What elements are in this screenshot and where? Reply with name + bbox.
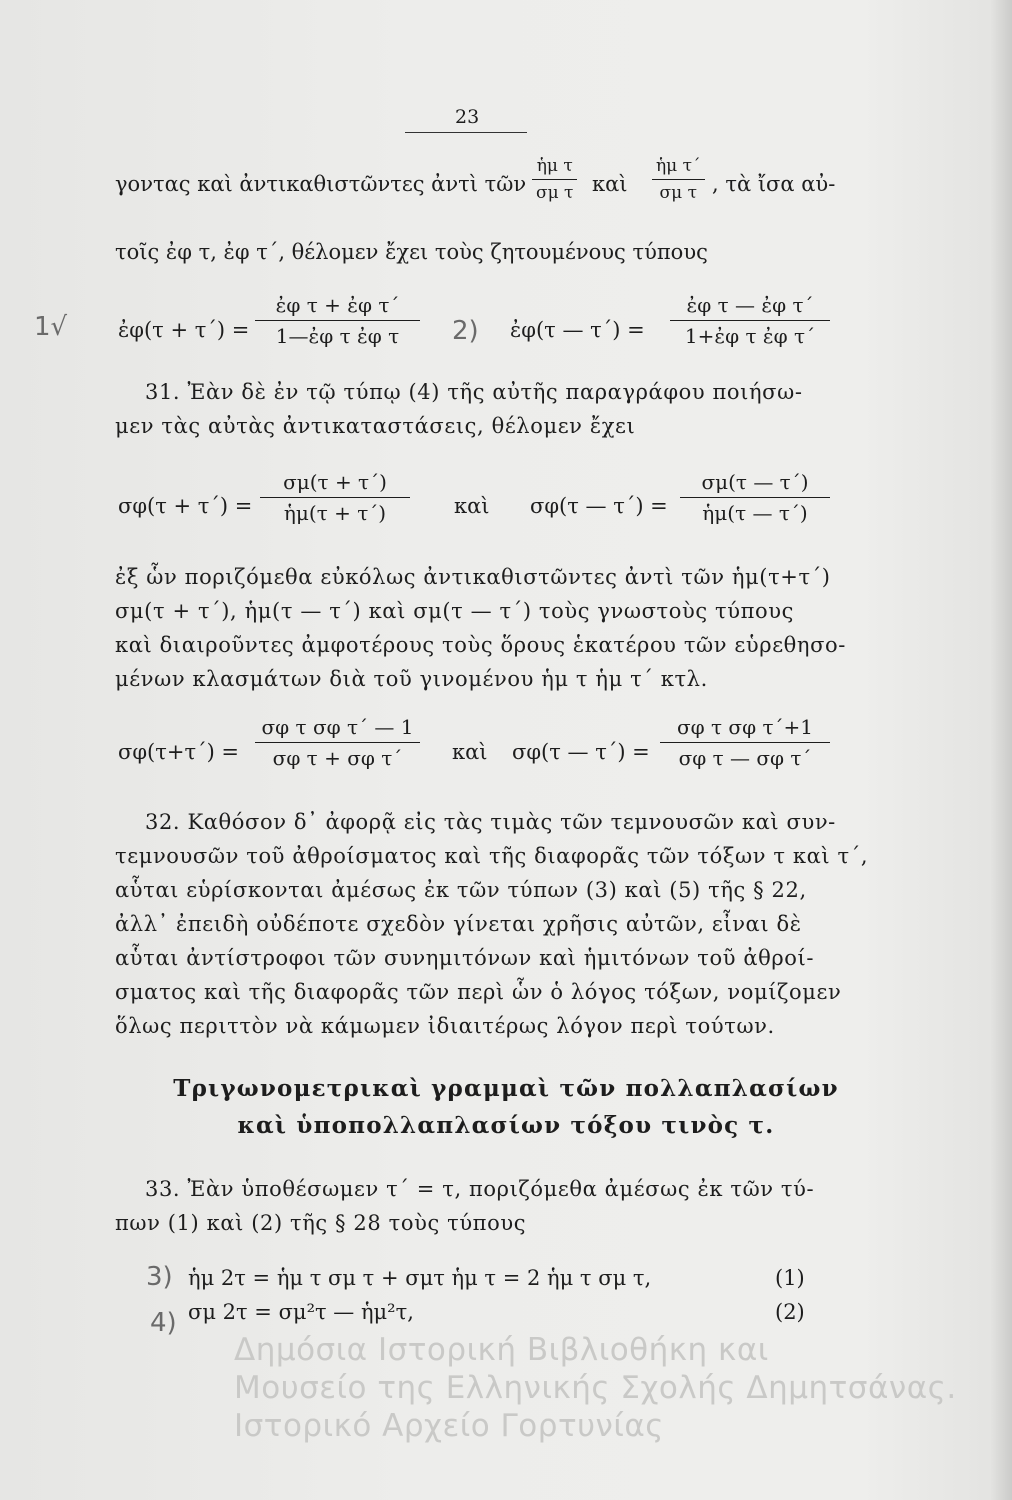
text-line: ὅλως περιττὸν νὰ κάμωμεν ἰδιαιτέρως λόγον περὶ τούτων.	[115, 1014, 775, 1038]
handwritten-mark-2: 2)	[452, 316, 479, 346]
fraction-hm-prime-over-sm	[652, 156, 705, 203]
intro-line-1-end: , τὰ ἴσα αὐ-	[712, 172, 836, 196]
text-line: αὗται εὑρίσκονται ἀμέσως ἐκ τῶν τύπων (3) καὶ (5) τῆς § 22,	[115, 878, 807, 902]
fraction-numerator: ἐφ τ + ἐφ τ΄	[275, 293, 400, 317]
section-heading-line-2: καὶ ὑποπολλαπλασίων τόξου τινὸς τ.	[237, 1112, 775, 1139]
fraction-hm-over-sm	[532, 156, 577, 203]
cot2-sum-fraction	[255, 715, 420, 770]
tan-sum-fraction	[255, 293, 420, 348]
intro-line-1-start: γοντας καὶ ἀντικαθιστῶντες ἀντὶ τῶν	[115, 172, 527, 196]
fraction-denominator: σμ τ	[659, 183, 697, 203]
fraction-numerator: σφ τ σφ τ΄ — 1	[261, 715, 414, 739]
cot2-diff-lhs: σφ(τ — τ΄) =	[512, 740, 650, 764]
intro-line-1-mid: καὶ	[592, 172, 628, 196]
fraction-bar	[255, 320, 420, 321]
text-line: αὗται ἀντίστροφοι τῶν συνημιτόνων καὶ ἡμιτόνων τοῦ ἀθροί-	[115, 946, 815, 970]
handwritten-mark-1: 1√	[34, 312, 68, 342]
fraction-bar	[652, 179, 705, 180]
double-angle-sine: ἡμ 2τ = ἡμ τ σμ τ + σμτ ἡμ τ = 2 ἡμ τ σμ τ,	[188, 1266, 652, 1290]
text-line: καὶ διαιροῦντες ἀμφοτέρους τοὺς ὅρους ἑκατέρου τῶν εὑρεθησο-	[115, 633, 846, 657]
fraction-denominator: 1+ἐφ τ ἐφ τ΄	[684, 324, 816, 348]
fraction-numerator: ἡμ τ΄	[656, 156, 701, 176]
fraction-denominator: ἡμ(τ + τ΄)	[283, 501, 387, 525]
fraction-numerator: σμ(τ — τ΄)	[701, 470, 809, 494]
paragraph-31-continued	[115, 560, 905, 696]
paragraph-31	[115, 375, 905, 443]
cot2-diff-fraction	[660, 715, 830, 770]
library-watermark-line-3: Ιστορικό Αρχείο Γορτυνίας	[234, 1408, 664, 1444]
cot2-formula-and: καὶ	[452, 740, 488, 764]
text-line: 32. Καθόσον δ᾽ ἀφορᾷ εἰς τὰς τιμὰς τῶν τεμνουσῶν καὶ συν-	[145, 810, 836, 834]
cot-sum-fraction	[260, 470, 410, 525]
text-line: μεν τὰς αὐτὰς ἀντικαταστάσεις, θέλομεν ἔχει	[115, 414, 636, 438]
text-line: πων (1) καὶ (2) τῆς § 28 τοὺς τύπους	[115, 1211, 527, 1235]
text-line: σματος καὶ τῆς διαφορᾶς τῶν περὶ ὧν ὁ λόγος τόξων, νομίζομεν	[115, 980, 842, 1004]
cot-formula-and: καὶ	[454, 494, 490, 518]
handwritten-mark-3: 3)	[146, 1262, 173, 1292]
double-angle-cosine: σμ 2τ = σμ²τ — ἡμ²τ,	[188, 1300, 414, 1324]
text-line: σμ(τ + τ΄), ἡμ(τ — τ΄) καὶ σμ(τ — τ΄) τοὺς γνωστοὺς τύπους	[115, 599, 794, 623]
fraction-numerator: σμ(τ + τ΄)	[283, 470, 387, 494]
handwritten-mark-4: 4)	[150, 1308, 177, 1338]
fraction-denominator: σφ τ — σφ τ΄	[678, 746, 812, 770]
intro-line-2: τοῖς ἐφ τ, ἐφ τ΄, θέλομεν ἔχει τοὺς ζητουμένους τύπους	[115, 240, 708, 264]
text-line: τεμνουσῶν τοῦ ἀθροίσματος καὶ τῆς διαφορᾶς τῶν τόξων τ καὶ τ΄,	[115, 844, 869, 868]
fraction-denominator: σμ τ	[536, 183, 574, 203]
fraction-bar	[680, 497, 830, 498]
library-watermark-line-1: Δημόσια Ιστορική Βιβλιοθήκη και	[234, 1332, 769, 1368]
section-heading-line-1: Τριγωνομετρικαὶ γραμμαὶ τῶν πολλαπλασίων	[173, 1075, 839, 1102]
page-number-rule	[405, 132, 527, 133]
fraction-numerator: ἐφ τ — ἐφ τ΄	[686, 293, 814, 317]
text-line: μένων κλασμάτων διὰ τοῦ γινομένου ἡμ τ ἡμ τ΄ κτλ.	[115, 667, 708, 691]
text-line: ἀλλ᾽ ἐπειδὴ οὐδέποτε σχεδὸν γίνεται χρῆσις αὐτῶν, εἶναι δὲ	[115, 912, 802, 936]
fraction-numerator: σφ τ σφ τ΄+1	[677, 715, 813, 739]
fraction-bar	[255, 742, 420, 743]
fraction-denominator: 1—ἐφ τ ἐφ τ	[275, 324, 400, 348]
paragraph-32	[115, 805, 915, 1043]
fraction-denominator: ἡμ(τ — τ΄)	[702, 501, 808, 525]
text-line: ἐξ ὧν ποριζόμεθα εὐκόλως ἀντικαθιστῶντες ἀντὶ τῶν ἡμ(τ+τ΄)	[115, 565, 831, 589]
cot-diff-lhs: σφ(τ — τ΄) =	[530, 494, 668, 518]
tan-diff-fraction	[670, 293, 830, 348]
fraction-bar	[660, 742, 830, 743]
library-watermark-line-2: Μουσείο της Ελληνικής Σχολής Δημητσάνας.	[234, 1370, 957, 1406]
fraction-bar	[670, 320, 830, 321]
fraction-bar	[260, 497, 410, 498]
fraction-numerator: ἡμ τ	[536, 156, 573, 176]
fraction-denominator: σφ τ + σφ τ΄	[272, 746, 403, 770]
paragraph-33	[115, 1172, 915, 1240]
cot-diff-fraction	[680, 470, 830, 525]
double-angle-sine-tag: (1)	[775, 1266, 805, 1290]
text-line: 31. Ἐὰν δὲ ἐν τῷ τύπῳ (4) τῆς αὐτῆς παραγράφου ποιήσω-	[145, 380, 803, 404]
cot2-sum-lhs: σφ(τ+τ΄) =	[118, 740, 240, 764]
text-line: 33. Ἐὰν ὑποθέσωμεν τ΄ = τ, ποριζόμεθα ἀμέσως ἐκ τῶν τύ-	[145, 1177, 815, 1201]
double-angle-cosine-tag: (2)	[775, 1300, 805, 1324]
cot-sum-lhs: σφ(τ + τ΄) =	[118, 494, 253, 518]
tan-diff-lhs: ἐφ(τ — τ΄) =	[510, 318, 645, 342]
tan-sum-lhs: ἐφ(τ + τ΄) =	[118, 318, 250, 342]
page-number: 23	[455, 106, 480, 128]
page-edge-shadow	[990, 0, 1012, 1500]
fraction-bar	[532, 179, 577, 180]
